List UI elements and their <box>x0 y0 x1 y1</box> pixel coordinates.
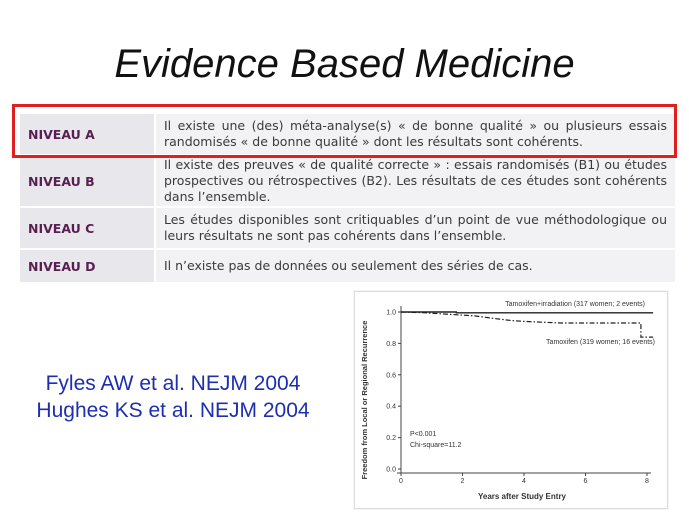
references <box>18 370 328 424</box>
y-tick-label: 0.4 <box>386 403 396 411</box>
reference-fyles: Fyles AW et al. NEJM 2004 <box>45 372 301 395</box>
y-axis-label: Freedom from Local or Regional Recurrence <box>360 320 369 480</box>
p-value-annotation: P<0.001 <box>410 431 437 438</box>
level-description: Il existe une (des) méta-analyse(s) « de bonne qualité » ou plusieurs essais randomisés « de bonne qualité » dont les résultats sont cohérents. <box>155 113 676 155</box>
table-row <box>19 155 676 207</box>
slide-title: Evidence Based Medicine <box>114 42 575 86</box>
x-axis-label: Years after Study Entry <box>477 492 567 501</box>
table-row <box>19 249 676 283</box>
level-label: NIVEAU D <box>19 249 155 283</box>
x-tick-label: 0 <box>399 478 403 485</box>
level-description: Il n’existe pas de données ou seulement des séries de cas. <box>155 249 676 283</box>
series-line-combined <box>401 312 653 313</box>
y-tick-label: 0.6 <box>386 372 396 380</box>
survival-figure <box>354 291 668 509</box>
level-description: Les études disponibles sont critiquables d’un point de vue méthodologique ou leurs résultats ne sont pas cohérents dans l’ensemble. <box>155 207 676 249</box>
series-label-tamoxifen: Tamoxifen (319 women; 16 events) <box>546 339 655 346</box>
x-tick-label: 8 <box>645 478 649 485</box>
kaplan-meier-chart <box>355 292 667 508</box>
level-label: NIVEAU C <box>19 207 155 249</box>
y-tick-label: 0.8 <box>386 340 396 348</box>
series-label-combined: Tamoxifen+irradiation (317 women; 2 events) <box>505 301 645 308</box>
x-tick-label: 2 <box>460 478 465 485</box>
x-tick-label: 6 <box>583 478 588 485</box>
level-a-highlight-box <box>12 104 677 158</box>
x-tick-label: 4 <box>522 478 526 485</box>
y-tick-label: 0.2 <box>386 435 396 443</box>
level-description: Il existe des preuves « de qualité correcte » : essais randomisés (B1) ou études prospectives ou rétrospectives (B2). Les résultats de ces études sont cohérents dans l’ensemble. <box>155 155 676 207</box>
level-label: NIVEAU B <box>19 155 155 207</box>
y-tick-label: 1.0 <box>386 309 396 317</box>
table-row <box>19 207 676 249</box>
level-label: NIVEAU A <box>19 113 155 155</box>
chi-square-annotation: Chi-square=11.2 <box>410 442 462 449</box>
reference-hughes: Hughes KS et al. NEJM 2004 <box>36 399 310 422</box>
y-tick-label: 0.0 <box>386 466 396 474</box>
series-line-tamoxifen <box>401 312 653 337</box>
